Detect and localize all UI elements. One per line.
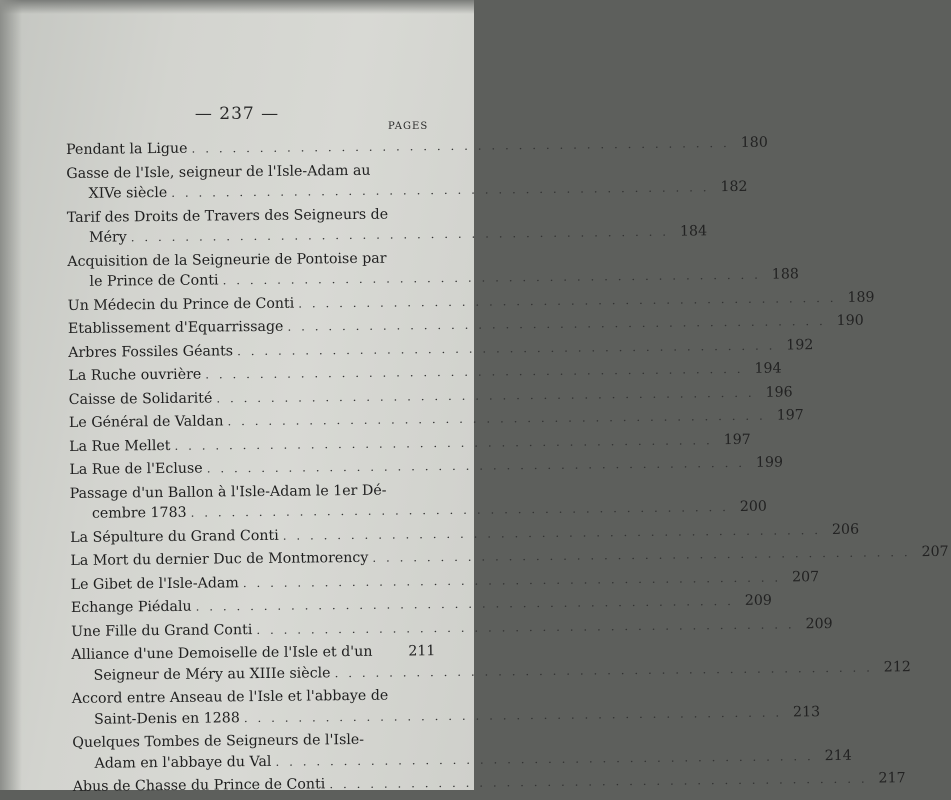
toc-entry-title: Saint-Denis en 1288 [93, 709, 240, 728]
dot-leader: . . . . . . . . . . . . . . . . . . . . . . . . . . . . . . . . . . . . . . . . [222, 267, 761, 288]
toc-page-number: 199 [755, 454, 784, 471]
toc-entry-title: La Sépulture du Grand Conti [70, 527, 279, 546]
page-number: — 237 — [194, 104, 280, 124]
dot-leader: . . . . . . . . . . . . . . . . . . . . . . . . . . . . . . . . . . . . . . . . [195, 594, 735, 614]
toc-page-number: 211 [408, 643, 436, 660]
dot-leader: . . . . . . . . . . . . . . . . . . . . . . . . . . . . . . . . . . . . . . . . [190, 500, 729, 520]
toc-entry-title: Tarif des Droits de Travers des Seigneurs de [66, 206, 389, 226]
toc-entry [66, 134, 768, 160]
toc-page-number: 184 [679, 223, 708, 240]
dot-leader: . . . . . . . . . . . . . . . . . . . . . . . . . . . . . . . . . . . . . . . . [191, 136, 730, 156]
toc-page-number: 213 [792, 703, 821, 720]
toc-entry-title: Un Médecin du Prince de Conti [67, 295, 295, 314]
toc-page-number: 192 [786, 336, 814, 353]
toc-entry-title: Arbres Fossiles Géants [68, 342, 234, 361]
toc-entry-line [66, 134, 768, 160]
toc-entry [68, 360, 782, 386]
toc-entry [70, 592, 773, 618]
toc-entry [72, 770, 906, 797]
toc-entry-title: cembre 1783 [91, 504, 187, 522]
dot-leader: . . . . . . . . . . . . . . . . . . . . . . . . . . . . . . . . . . . . . . . . [216, 385, 755, 405]
toc-entry-title: le Prince de Conti [89, 272, 219, 290]
toc-entry [67, 312, 864, 339]
toc-entry [69, 431, 751, 457]
toc-entry-line [67, 266, 799, 292]
toc-entry-title: Passage d'un Ballon à l'Isle-Adam le 1er Dé- [69, 482, 387, 502]
toc-entry-line [68, 383, 793, 410]
dot-leader: . . . . . . . . . . . . . . . . . . . . . . . . . . . . . . . . . . . . . . . . [174, 432, 713, 453]
toc-entry-title: Méry [88, 229, 127, 246]
toc-entry-line [67, 223, 708, 248]
toc-entry-title: Une Fille du Grand Conti [71, 621, 253, 640]
toc-entry-title: Le Gibet de l'Isle-Adam [70, 574, 239, 593]
toc-page-number: 207 [921, 543, 949, 561]
toc-page-number: 196 [765, 383, 793, 401]
toc-entry-title: Etablissement d'Equarrissage [67, 318, 284, 337]
toc-page-number: 194 [754, 360, 782, 377]
toc-entry-title: Echange Piédalu [70, 598, 192, 616]
dot-leader: . . . . . . . . . . . . . . . . . . . . . . . . . . . . . . . . . . . . . . . . [334, 660, 873, 680]
toc-entry [69, 480, 767, 525]
toc-page-number: 212 [883, 658, 911, 675]
toc-page-number: 188 [771, 266, 799, 283]
dot-leader: . . . . . . . . . . . . . . . . . . . . . . . . . . . . . . . . . . . . . . . . [236, 338, 776, 358]
toc-page-number: 200 [739, 498, 767, 515]
toc-page-number: 189 [847, 289, 875, 306]
toc-entry-line [67, 312, 864, 339]
dot-leader: . . . . . . . . . . . . . . . . . . . . . . . . . . . . . . . . . . . . . . . . [282, 522, 822, 543]
toc-page-number: 190 [836, 312, 864, 329]
toc-entry [68, 383, 793, 410]
toc-entry-line [69, 431, 751, 457]
toc-entry [72, 729, 852, 774]
dot-leader: . . . . . . . . . . . . . . . . . . . . . . . . . . . . . . . . . . . . . . . . [287, 314, 826, 334]
dot-leader: . . . . . . . . . . . . . . . . . . . . . . . . . . . . . . . . . . . . . . . . [242, 570, 782, 590]
toc-entry-line [72, 770, 906, 797]
toc-entry-line [70, 498, 767, 524]
toc-page-number: 182 [720, 178, 748, 196]
toc-entry-title: Quelques Tombes de Seigneurs de l'Isle- [72, 731, 365, 751]
toc-entry-title: Adam en l'abbaye du Val [94, 753, 272, 772]
toc-entry [67, 248, 799, 293]
table-of-contents [66, 134, 949, 800]
dot-leader: . . . . . . . . . . . . . . . . . . . . . . . . . . . . . . . . . . . . . . . . [206, 455, 746, 476]
toc-entry-title: La Rue de l'Ecluse [69, 460, 203, 478]
toc-entry-line [70, 521, 860, 548]
toc-entry-line [68, 336, 814, 363]
toc-entry [71, 685, 821, 730]
dot-leader: . . . . . . . . . . . . . . . . . . . . . . . . . . . . . . . . . . . . . . . . [298, 290, 837, 311]
toc-entry [66, 204, 708, 249]
dot-leader: . . . . . . . . . . . . . . . . . . . . . . . . . . . . . . . . . . . . . . . . [227, 408, 766, 429]
toc-entry-line [72, 658, 911, 686]
dot-leader: . . . . . . . . . . . . . . . . . . . . . . . . . . . . . . . . . . . . . . . . [372, 545, 911, 565]
dot-leader: . . . . . . . . . . . . . . . . . . . . . . . . . . . . . . . . . . . . . . . . [243, 705, 783, 725]
toc-entry-line [67, 289, 875, 316]
toc-entry-line [70, 568, 820, 595]
toc-entry-title: Acquisition de la Seigneurie de Pontoise par [67, 250, 387, 270]
toc-entry [66, 160, 748, 205]
toc-entry-line [71, 615, 833, 642]
toc-entry [70, 543, 949, 571]
toc-entry-title: Alliance d'une Demoiselle de l'Isle et d'un [71, 643, 373, 663]
toc-entry [68, 407, 804, 433]
toc-entry-line [68, 360, 782, 386]
dot-leader: . . . . . . . . . . . . . . . . . . . . . . . . . . . . . . . . . . . . . . . . [256, 616, 795, 637]
toc-entry-line [68, 407, 804, 433]
toc-entry-line [70, 543, 949, 571]
toc-page-number: 197 [776, 407, 804, 424]
toc-entry-title: La Ruche ouvrière [68, 366, 202, 384]
toc-page-number: 197 [723, 431, 751, 448]
toc-entry-title: XIVe siècle [88, 184, 168, 202]
toc-entry-title: La Mort du dernier Duc de Montmorency [70, 549, 369, 569]
page-edge-shadow [0, 0, 474, 14]
dot-leader: . . . . . . . . . . . . . . . . . . . . . . . . . . . . . . . . . . . . . . . . [171, 180, 710, 200]
dot-leader: . . . . . . . . . . . . . . . . . . . . . . . . . . . . . . . . . . . . . . . . [205, 361, 744, 382]
toc-page-number: 206 [831, 521, 860, 538]
dot-leader: . . . . . . . . . . . . . . . . . . . . . . . . . . . . . . . . . . . . . . . . [329, 771, 868, 792]
toc-entry [71, 615, 833, 642]
toc-entry-line [70, 592, 773, 618]
toc-entry-line [69, 454, 784, 480]
toc-entry [69, 454, 784, 480]
toc-page-number: 214 [824, 747, 852, 764]
toc-page-number: 207 [791, 568, 820, 585]
toc-page-number: 209 [744, 592, 773, 609]
toc-entry-line [72, 747, 852, 774]
toc-entry-title: Abus de Chasse du Prince de Conti [72, 776, 326, 795]
toc-entry-title: Le Général de Valdan [68, 413, 224, 431]
dot-leader: . . . . . . . . . . . . . . . . . . . . . . . . . . . . . . . . . . . . . . . . [130, 224, 670, 245]
toc-entry [70, 521, 860, 548]
dot-leader: . . . . . . . . . . . . . . . . . . . . . . . . . . . . . . . . . . . . . . . . [275, 748, 814, 769]
toc-entry [67, 289, 875, 316]
toc-page-number: 180 [740, 134, 768, 151]
toc-page-number: 209 [805, 615, 833, 632]
toc-entry-line [66, 178, 748, 204]
pages-column-label: PAGES [388, 121, 429, 132]
toc-entry [71, 641, 911, 686]
toc-entry-title: Caisse de Solidarité [68, 389, 213, 408]
toc-entry-title: La Rue Mellet [69, 437, 171, 455]
toc-entry-line [72, 703, 821, 730]
toc-entry [70, 568, 820, 595]
toc-entry-title: Gasse de l'Isle, seigneur de l'Isle-Adam au [66, 162, 371, 182]
toc-entry-title: Seigneur de Méry au XIIIe siècle [93, 664, 331, 684]
toc-entry [68, 336, 814, 363]
toc-entry-title: Accord entre Anseau de l'Isle et l'abbaye de [71, 687, 389, 707]
toc-page-number: 217 [878, 770, 906, 787]
toc-entry-title: Pendant la Ligue [66, 140, 188, 158]
